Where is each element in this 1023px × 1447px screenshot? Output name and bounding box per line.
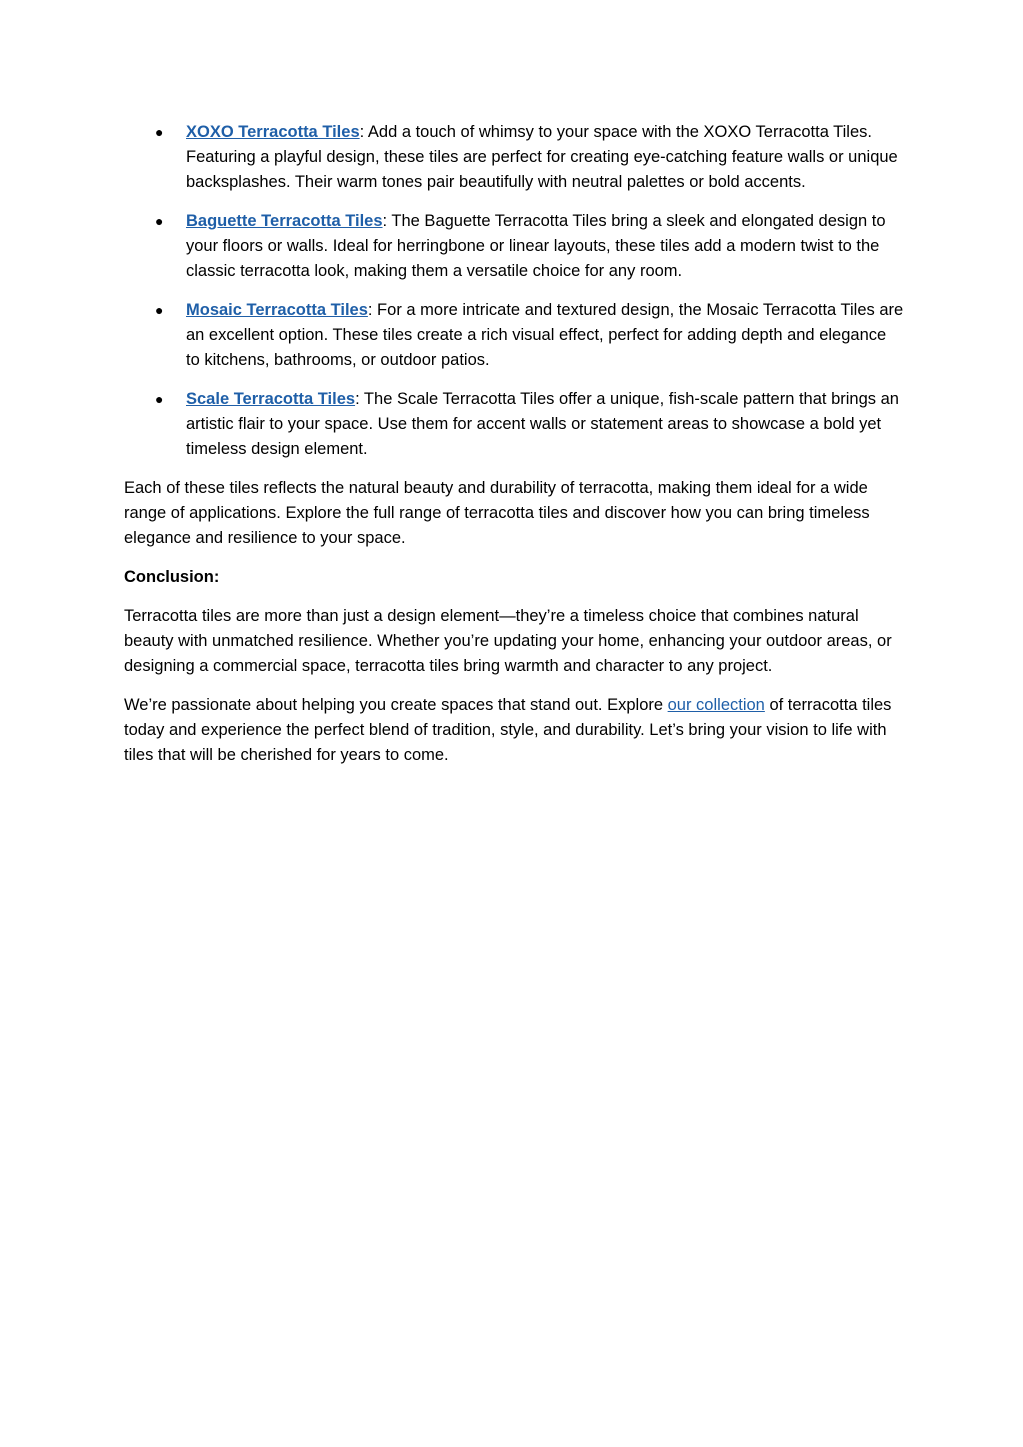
list-item	[124, 120, 904, 195]
bullet-icon: ●	[155, 302, 164, 318]
bullet-icon: ●	[155, 391, 164, 407]
bullet-icon: ●	[155, 213, 164, 229]
list-item	[124, 209, 904, 284]
tile-list	[124, 120, 904, 462]
document-page	[124, 120, 904, 782]
scale-tiles-link[interactable]: Scale Terracotta Tiles	[186, 390, 356, 408]
list-item	[124, 298, 904, 373]
list-item	[124, 387, 904, 462]
bullet-icon: ●	[155, 124, 164, 140]
our-collection-link[interactable]: our collection	[667, 696, 765, 714]
closing-paragraph	[124, 693, 904, 768]
tile-description: : Add a touch of whimsy to your space with the XOXO Terracotta Tiles. Featuring a playful design, these tiles are perfect for creating eye-catching feature walls or unique backsplashes. Their warm tones pair beautifully with neutral palettes or bold accents.	[186, 123, 898, 191]
mosaic-tiles-link[interactable]: Mosaic Terracotta Tiles	[186, 301, 368, 319]
tile-description: : For a more intricate and textured design, the Mosaic Terracotta Tiles are an excellent option. These tiles create a rich visual effect, perfect for adding depth and elegance to kitchens, bathrooms, or outdoor patios.	[186, 301, 904, 369]
closing-text-after: of terracotta tiles today and experience the perfect blend of tradition, style, and durability. Let’s bring your vision to life with tiles that will be cherished for years to come.	[124, 696, 892, 764]
conclusion-paragraph: Terracotta tiles are more than just a design element—they’re a timeless choice that combines natural beauty with unmatched resilience. Whether you’re updating your home, enhancing your outdoor areas, or designing a commercial space, terracotta tiles bring warmth and character to any project.	[124, 607, 892, 675]
tile-description: : The Scale Terracotta Tiles offer a unique, fish-scale pattern that brings an artistic flair to your space. Use them for accent walls or statement areas to showcase a bold yet timeless design element.	[186, 390, 899, 458]
closing-text-before: We’re passionate about helping you create spaces that stand out. Explore	[124, 696, 668, 714]
summary-paragraph: Each of these tiles reflects the natural beauty and durability of terracotta, making them ideal for a wide range of applications. Explore the full range of terracotta tiles and discover how you can bring timeless elegance and resilience to your space.	[124, 479, 870, 547]
baguette-tiles-link[interactable]: Baguette Terracotta Tiles	[186, 212, 383, 230]
xoxo-tiles-link[interactable]: XOXO Terracotta Tiles	[186, 123, 360, 141]
tile-description: : The Baguette Terracotta Tiles bring a sleek and elongated design to your floors or walls. Ideal for herringbone or linear layouts, these tiles add a modern twist to the classic terracotta look, making them a versatile choice for any room.	[186, 212, 886, 280]
conclusion-heading: Conclusion:	[124, 568, 220, 586]
